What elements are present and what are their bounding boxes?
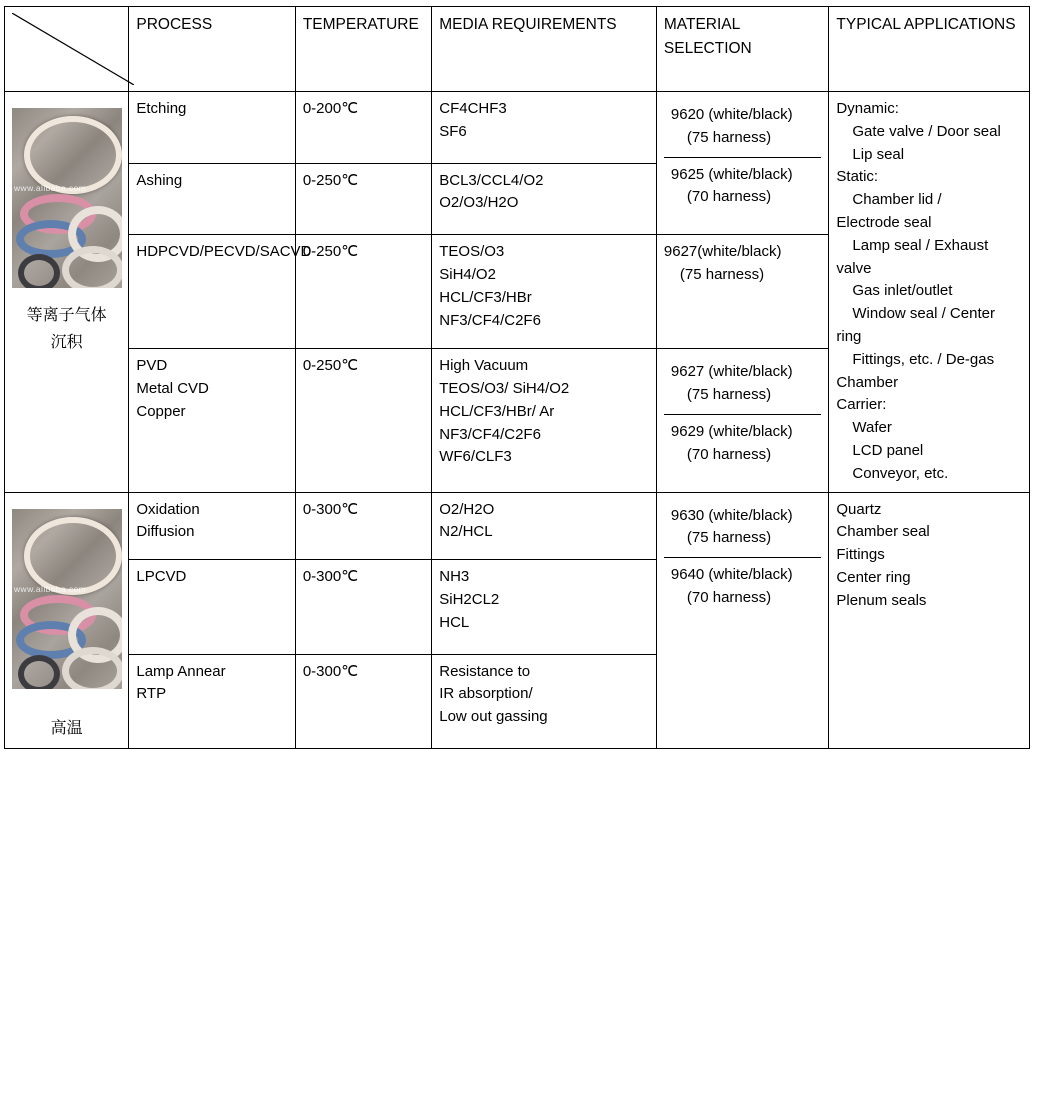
process-spec-table [4, 6, 1030, 749]
material-group [664, 415, 822, 474]
material-code: 9625 (white/black) [670, 165, 793, 183]
process-etching: Etching [129, 92, 295, 164]
material-group [664, 158, 822, 217]
material-pvd [656, 349, 829, 492]
media-etching: CF4CHF3 SF6 [432, 92, 657, 164]
header-temperature: TEMPERATURE [295, 7, 431, 92]
temperature-etching: 0-200℃ [295, 92, 431, 164]
table-body [5, 92, 1030, 749]
material-hardness: (75 harness) [686, 529, 772, 547]
process-ashing: Ashing [129, 163, 295, 235]
applications-plasma: Dynamic: Gate valve / Door seal Lip seal Static: Chamber lid / Electrode seal Lamp seal / Exhaust valve Gas inlet/outlet Window seal / Center ring Fittings, etc. / De-gas Chamber Carrier: Wafer LCD panel Conveyor, etc. [829, 92, 1030, 493]
process-hdpcvd: HDPCVD/PECVD/SACVD [129, 235, 295, 349]
process-pvd: PVD Metal CVD Copper [129, 349, 295, 492]
material-group [664, 355, 822, 415]
oring-dark [18, 254, 60, 288]
material-hardness: (70 harness) [686, 188, 772, 206]
table-header [5, 7, 1030, 92]
spec-sheet [0, 6, 1052, 1099]
material-code: 9620 (white/black) [670, 106, 793, 123]
oring-dark [18, 655, 60, 689]
process-lpcvd: LPCVD [129, 560, 295, 654]
material-group [664, 98, 822, 158]
material-code: 9627 (white/black) [670, 363, 793, 381]
temperature-lamp-annear: 0-300℃ [295, 654, 431, 748]
oring-photo [12, 509, 122, 689]
table-row [5, 492, 1030, 560]
process-lamp-annear: Lamp Annear RTP [129, 654, 295, 748]
material-code: 9627(white/black) [663, 243, 782, 261]
temperature-lpcvd: 0-300℃ [295, 560, 431, 654]
material-hardness: (75 harness) [686, 385, 772, 403]
material-hardness: (75 harness) [686, 128, 772, 146]
material-hardness: (70 harness) [686, 588, 772, 606]
material-code: 9629 (white/black) [670, 422, 793, 440]
media-ashing: BCL3/CCL4/O2 O2/O3/H2O [432, 163, 657, 235]
header-process: PROCESS [129, 7, 295, 92]
photo-watermark: www.alibaba.com [14, 183, 87, 193]
media-hdpcvd: TEOS/O3 SiH4/O2 HCL/CF3/HBr NF3/CF4/C2F6 [432, 235, 657, 349]
header-media-requirements: MEDIA REQUIREMENTS [432, 7, 657, 92]
material-hardness: (70 harness) [686, 445, 772, 463]
media-oxidation: O2/H2O N2/HCL [432, 492, 657, 560]
material-hightemp [656, 492, 829, 748]
group-image-cell-plasma [5, 92, 129, 493]
applications-hightemp: Quartz Chamber seal Fittings Center ring Plenum seals [829, 492, 1030, 748]
temperature-oxidation: 0-300℃ [295, 492, 431, 560]
oring-white-2 [62, 647, 122, 689]
media-lpcvd: NH3 SiH2CL2 HCL [432, 560, 657, 654]
material-code: 9630 (white/black) [670, 506, 793, 524]
group-image-cell-hightemp [5, 492, 129, 748]
process-oxidation: Oxidation Diffusion [129, 492, 295, 560]
material-group [664, 499, 822, 559]
material-hdpcvd [656, 235, 829, 349]
temperature-pvd: 0-250℃ [295, 349, 431, 492]
oring-photo [12, 108, 122, 288]
header-material-selection: MATERIAL SELECTION [656, 7, 829, 92]
table-row [5, 92, 1030, 164]
header-corner-diagonal [5, 7, 129, 92]
temperature-ashing: 0-250℃ [295, 163, 431, 235]
material-code: 9640 (white/black) [670, 566, 793, 584]
oring-white-2 [62, 246, 122, 288]
material-etching-ashing [656, 92, 829, 235]
media-pvd: High Vacuum TEOS/O3/ SiH4/O2 HCL/CF3/HBr/ Ar NF3/CF4/C2F6 WF6/CLF3 [432, 349, 657, 492]
temperature-hdpcvd: 0-250℃ [295, 235, 431, 349]
material-hardness: (75 harness) [679, 266, 765, 284]
material-group [664, 558, 822, 617]
media-lamp-annear: Resistance to IR absorption/ Low out gassing [432, 654, 657, 748]
group-label-plasma: 等离子气体 沉积 [26, 307, 107, 352]
group-label-hightemp: 高温 [50, 719, 83, 737]
header-typical-applications: TYPICAL APPLICATIONS [829, 7, 1030, 92]
photo-watermark: www.alibaba.com [14, 583, 87, 594]
header-row [5, 7, 1030, 92]
